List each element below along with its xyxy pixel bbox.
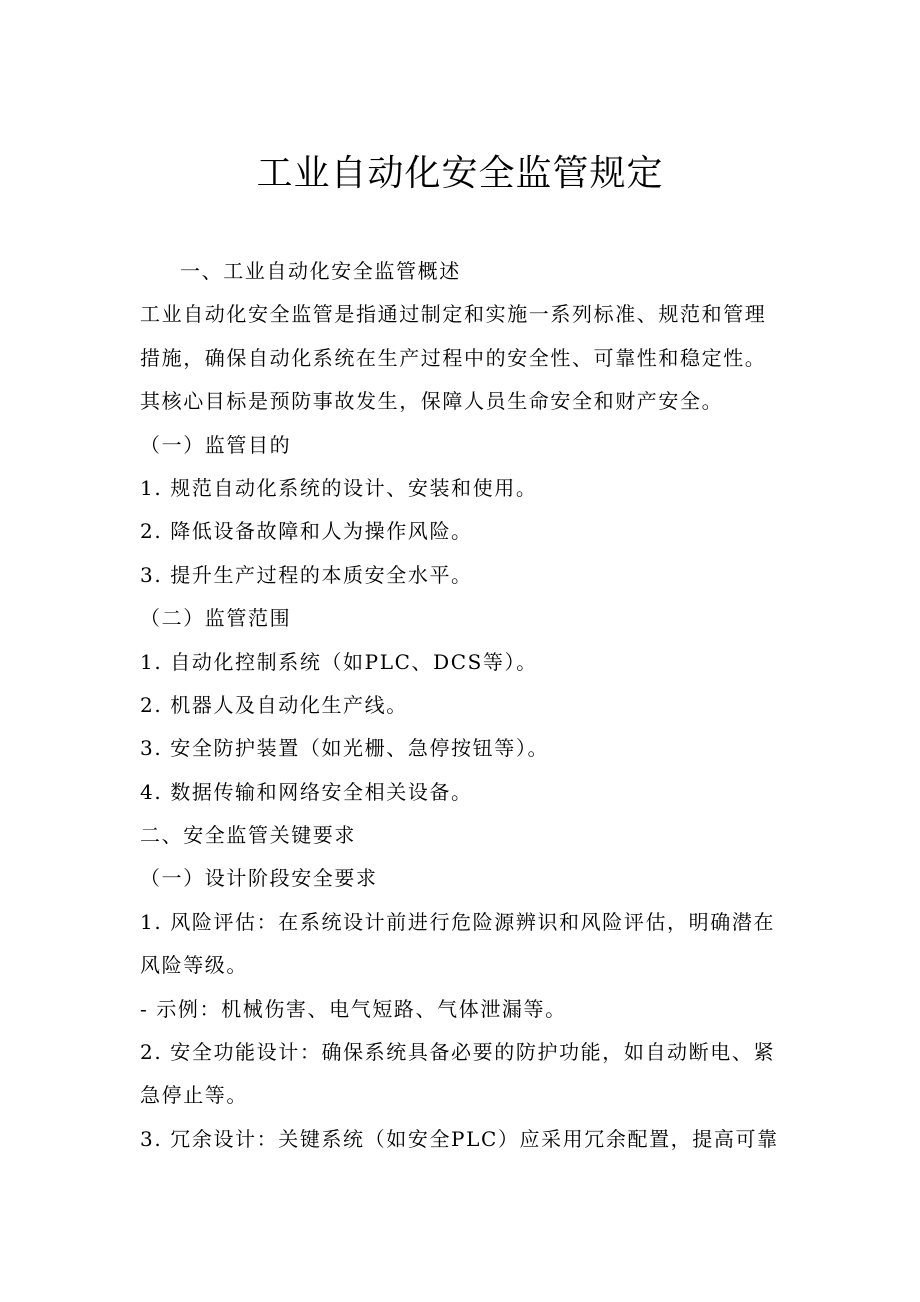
list-item: 3. 冗余设计：关键系统（如安全PLC）应采用冗余配置，提高可靠: [140, 1126, 779, 1151]
subsection-heading: （二）监管范围: [140, 606, 292, 631]
subsection-heading: （一）设计阶段安全要求: [140, 866, 378, 891]
paragraph-line: 其核心目标是预防事故发生，保障人员生命安全和财产安全。: [140, 389, 724, 414]
section-heading-2: 二、安全监管关键要求: [140, 823, 356, 848]
list-item: 2. 安全功能设计：确保系统具备必要的防护功能，如自动断电、紧: [140, 1040, 776, 1065]
list-item: 2. 降低设备故障和人为操作风险。: [140, 519, 473, 544]
list-item: 3. 安全防护装置（如光栅、急停按钮等）。: [140, 736, 550, 761]
subsection-heading: （一）监管目的: [140, 432, 292, 457]
list-item: 1. 风险评估：在系统设计前进行危险源辨识和风险评估，明确潜在: [140, 909, 776, 934]
list-item: 2. 机器人及自动化生产线。: [140, 692, 408, 717]
list-item: 1. 自动化控制系统（如PLC、DCS等）。: [140, 649, 538, 674]
paragraph-line: 措施，确保自动化系统在生产过程中的安全性、可靠性和稳定性。: [140, 345, 767, 370]
document-title: 工业自动化安全监管规定: [256, 153, 664, 194]
list-item-continuation: 风险等级。: [140, 953, 248, 978]
document-body: [140, 250, 780, 1161]
example-line: - 示例：机械伤害、电气短路、气体泄漏等。: [140, 996, 567, 1021]
section-heading-1: 一、工业自动化安全监管概述: [180, 259, 461, 283]
list-item: 1. 规范自动化系统的设计、安装和使用。: [140, 475, 538, 500]
list-item: 3. 提升生产过程的本质安全水平。: [140, 562, 473, 587]
paragraph-line: 工业自动化安全监管是指通过制定和实施一系列标准、规范和管理: [140, 302, 767, 327]
list-item-continuation: 急停止等。: [140, 1083, 248, 1108]
list-item: 4. 数据传输和网络安全相关设备。: [140, 779, 473, 804]
